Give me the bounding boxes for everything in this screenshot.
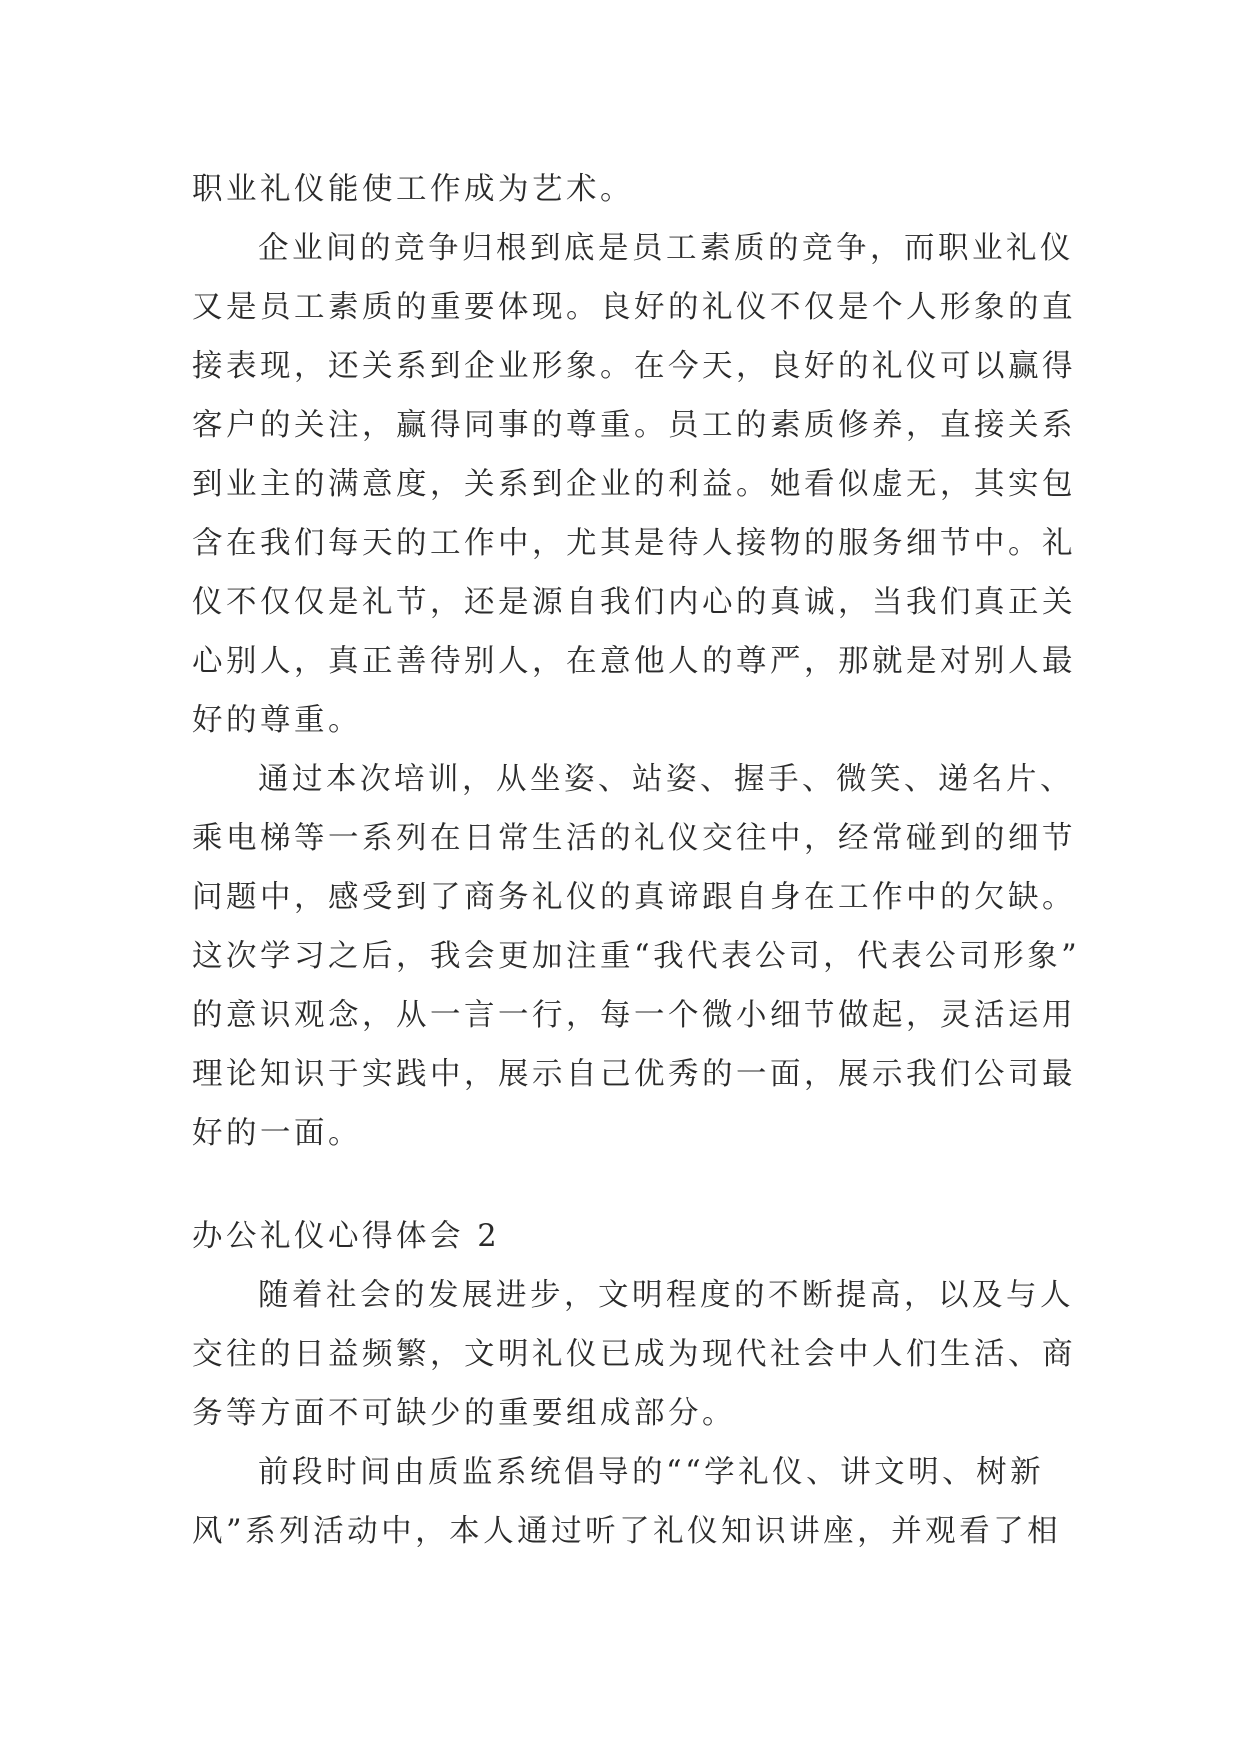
paragraph-line: 问题中，感受到了商务礼仪的真谛跟自身在工作中的欠缺。 (192, 880, 1076, 915)
paragraph-line: 客户的关注，赢得同事的尊重。员工的素质修养，直接关系 (192, 408, 1076, 443)
paragraph-line: 仪不仅仅是礼节，还是源自我们内心的真诚，当我们真正关 (192, 585, 1076, 620)
paragraph-line: 务等方面不可缺少的重要组成部分。 (192, 1396, 736, 1431)
paragraph-4 (192, 1443, 1072, 1561)
paragraph-1 (192, 219, 1076, 750)
paragraph-line: 乘电梯等一系列在日常生活的礼仪交往中，经常碰到的细节 (192, 821, 1076, 856)
paragraph-line: 心别人，真正善待别人，在意他人的尊严，那就是对别人最 (192, 644, 1076, 679)
paragraph-line: 好的一面。 (192, 1116, 362, 1151)
paragraph-2 (192, 750, 1081, 1163)
paragraph-line: 风”系列活动中，本人通过听了礼仪知识讲座，并观看了相 (192, 1514, 1062, 1549)
paragraph-line: 这次学习之后，我会更加注重“我代表公司，代表公司形象” (192, 939, 1081, 974)
paragraph-line: 通过本次培训，从坐姿、站姿、握手、微笑、递名片、 (258, 762, 1074, 797)
section-spacer (192, 1163, 1072, 1207)
paragraph-line: 前段时间由质监系统倡导的““学礼仪、讲文明、树新 (258, 1455, 1045, 1490)
paragraph-3 (192, 1266, 1076, 1443)
section-title: 办公礼仪心得体会 2 (192, 1219, 501, 1254)
paragraph-line: 到业主的满意度，关系到企业的利益。她看似虚无，其实包 (192, 467, 1076, 502)
paragraph-line: 又是员工素质的重要体现。良好的礼仪不仅是个人形象的直 (192, 290, 1076, 325)
paragraph-line: 随着社会的发展进步，文明程度的不断提高，以及与人 (258, 1278, 1074, 1313)
paragraph-line: 好的尊重。 (192, 703, 362, 738)
paragraph-line: 接表现，还关系到企业形象。在今天，良好的礼仪可以赢得 (192, 349, 1076, 384)
paragraph-line: 理论知识于实践中，展示自己优秀的一面，展示我们公司最 (192, 1057, 1076, 1092)
paragraph-line: 企业间的竞争归根到底是员工素质的竞争，而职业礼仪 (258, 231, 1074, 266)
paragraph-line: 含在我们每天的工作中，尤其是待人接物的服务细节中。礼 (192, 526, 1076, 561)
document-body (192, 160, 1081, 1561)
paragraph-line: 的意识观念，从一言一行，每一个微小细节做起，灵活运用 (192, 998, 1076, 1033)
paragraph-line: 职业礼仪能使工作成为艺术。 (192, 172, 634, 207)
paragraph-line: 交往的日益频繁，文明礼仪已成为现代社会中人们生活、商 (192, 1337, 1076, 1372)
